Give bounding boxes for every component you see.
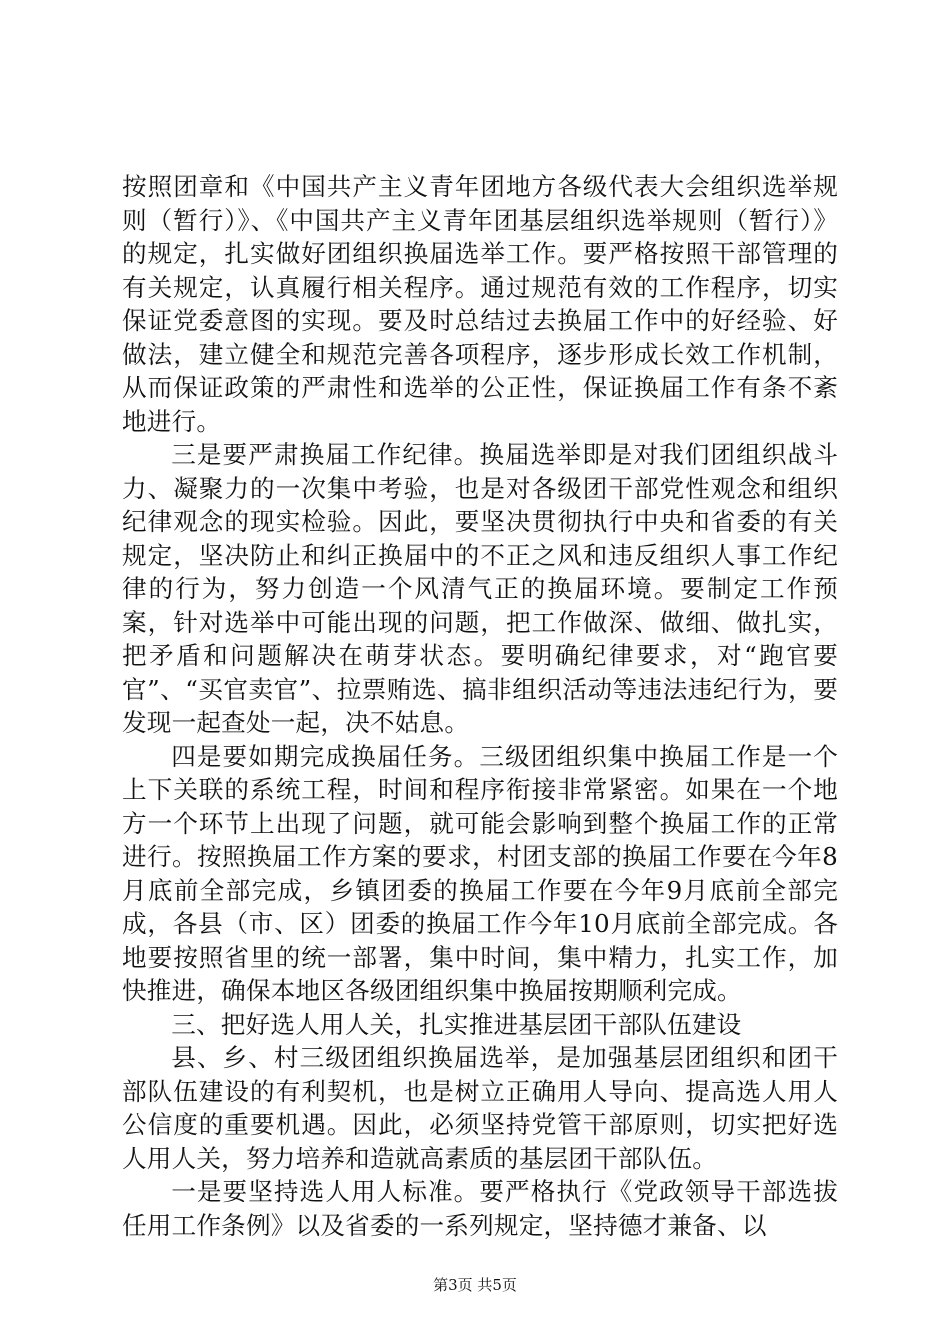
paragraph-discipline: 三是要严肃换届工作纪律。换届选举即是对我们团组织战斗力、凝聚力的一次集中考验，也是对各级团干部党性观念和组织纪律观念的现实检验。因此，要坚决贯彻执行中央和省委的有关规定，坚决防止和纠正换届中的不正之风和违反组织人事工作纪律的行为，努力创造一个风清气正的换届环境。要制定工作预案，针对选举中可能出现的问题，把工作做深、做细、做扎实，把矛盾和问题解决在萌芽状态。要明确纪律要求，对“跑官要官”、“买官卖官”、拉票贿选、搞非组织活动等违法违纪行为，要发现一起查处一起，决不姑息。	[122, 440, 838, 737]
paragraph-schedule: 四是要如期完成换届任务。三级团组织集中换届工作是一个上下关联的系统工程，时间和程序衔接非常紧密。如果在一个地方一个环节上出现了问题，就可能会影响到整个换届工作的正常进行。按照换届工作方案的要求，村团支部的换届工作要在今年8月底前全部完成，乡镇团委的换届工作要在今年9月底前全部完成，各县（市、区）团委的换届工作今年10月底前全部完成。各地要按照省里的统一部署，集中时间，集中精力，扎实工作，加快推进，确保本地区各级团组织集中换届按期顺利完成。	[122, 741, 838, 1005]
section-heading: 三、把好选人用人关，扎实推进基层团干部队伍建设	[171, 1009, 742, 1039]
page-footer: 第3页 共5页	[433, 1276, 517, 1294]
document-body	[122, 170, 838, 1242]
paragraph-standards: 一是要坚持选人用人标准。要严格执行《党政领导干部选拔任用工作条例》以及省委的一系列规定，坚持德才兼备、以	[122, 1177, 838, 1240]
paragraph-section-intro: 县、乡、村三级团组织换届选举，是加强基层团组织和团干部队伍建设的有利契机，也是树立正确用人导向、提高选人用人公信度的重要机遇。因此，必须坚持党管干部原则，切实把好选人用人关，努力培养和造就高素质的基层团干部队伍。	[122, 1043, 838, 1173]
paragraph-continuation: 按照团章和《中国共产主义青年团地方各级代表大会组织选举规则（暂行）》、《中国共产主义青年团基层组织选举规则（暂行）》的规定，扎实做好团组织换届选举工作。要严格按照干部管理的有关规定，认真履行相关程序。通过规范有效的工作程序，切实保证党委意图的实现。要及时总结过去换届工作中的好经验、好做法，建立健全和规范完善各项程序，逐步形成长效工作机制，从而保证政策的严肃性和选举的公正性，保证换届工作有条不紊地进行。	[122, 172, 838, 436]
